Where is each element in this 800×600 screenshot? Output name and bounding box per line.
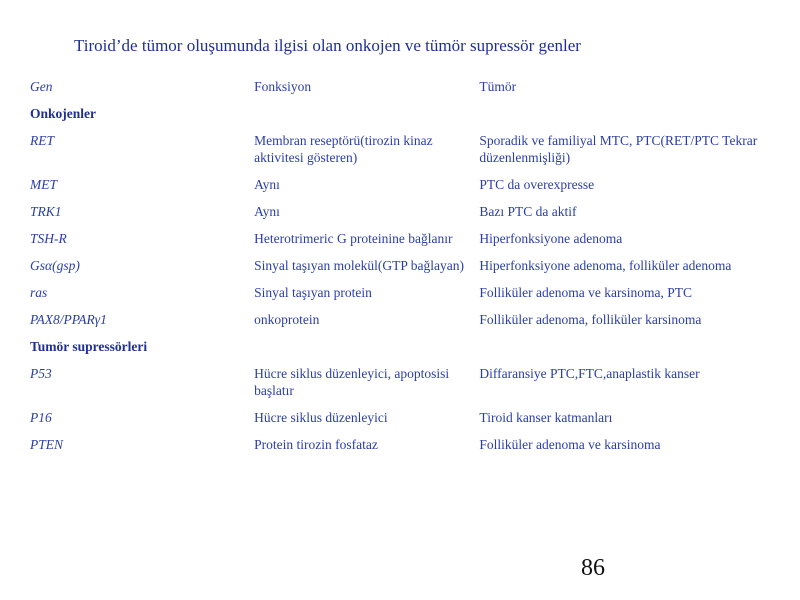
gene-cell: P53 <box>30 366 52 381</box>
tumor-cell: Hiperfonksiyone adenoma, folliküler adenoma <box>479 258 732 273</box>
slide-title: Tiroid’de tümor oluşumunda ilgisi olan onkojen ve tümör supressör genler <box>74 36 581 55</box>
page-number: 86 <box>581 555 605 581</box>
gene-cell: Gsα(gsp) <box>30 258 80 273</box>
tumor-cell: Hiperfonksiyone adenoma <box>479 231 623 246</box>
section-row-oncogenes <box>24 99 784 126</box>
header-gene: Gen <box>30 79 53 94</box>
gene-cell: RET <box>30 133 55 148</box>
section-label-suppressors: Tumör supressörleri <box>30 339 148 354</box>
tumor-cell: Folliküler adenoma ve karsinoma, PTC <box>479 285 693 300</box>
function-cell: Sinyal taşıyan protein <box>254 285 372 300</box>
table-header-row <box>24 72 784 99</box>
gene-cell: PAX8/PPARγ1 <box>30 312 107 327</box>
table-row <box>24 251 784 278</box>
function-cell: Aynı <box>254 204 280 219</box>
table-row <box>24 305 784 332</box>
table-row <box>24 170 784 197</box>
gene-cell: PTEN <box>30 437 64 452</box>
function-cell: onkoprotein <box>254 312 320 327</box>
table-row <box>24 197 784 224</box>
gene-cell: TRK1 <box>30 204 62 219</box>
gene-table <box>24 72 784 457</box>
table-row <box>24 126 784 170</box>
function-cell: Hücre siklus düzenleyici, apoptosisi başlatır <box>254 366 450 398</box>
function-cell: Aynı <box>254 177 280 192</box>
gene-cell: TSH-R <box>30 231 67 246</box>
tumor-cell: Diffaransiye PTC,FTC,anaplastik kanser <box>479 366 700 381</box>
table-row <box>24 430 784 457</box>
function-cell: Membran reseptörü(tirozin kinaz aktivitesi gösteren) <box>254 133 433 165</box>
tumor-cell: Sporadik ve familiyal MTC, PTC(RET/PTC Tekrar düzenlenmişliği) <box>479 133 758 165</box>
tumor-cell: Bazı PTC da aktif <box>479 204 577 219</box>
gene-cell: ras <box>30 285 48 300</box>
table-row <box>24 359 784 403</box>
tumor-cell: Tiroid kanser katmanları <box>479 410 613 425</box>
section-label-oncogenes: Onkojenler <box>30 106 96 121</box>
table-row <box>24 224 784 251</box>
tumor-cell: PTC da overexpresse <box>479 177 595 192</box>
header-tumor: Tümör <box>479 79 517 94</box>
header-function: Fonksiyon <box>254 79 312 94</box>
gene-cell: P16 <box>30 410 52 425</box>
function-cell: Hücre siklus düzenleyici <box>254 410 388 425</box>
section-row-suppressors <box>24 332 784 359</box>
function-cell: Heterotrimeric G proteinine bağlanır <box>254 231 453 246</box>
tumor-cell: Folliküler adenoma ve karsinoma <box>479 437 661 452</box>
function-cell: Protein tirozin fosfataz <box>254 437 378 452</box>
tumor-cell: Folliküler adenoma, folliküler karsinoma <box>479 312 702 327</box>
table-row <box>24 278 784 305</box>
table-row <box>24 403 784 430</box>
gene-cell: MET <box>30 177 57 192</box>
function-cell: Sinyal taşıyan molekül(GTP bağlayan) <box>254 258 464 273</box>
